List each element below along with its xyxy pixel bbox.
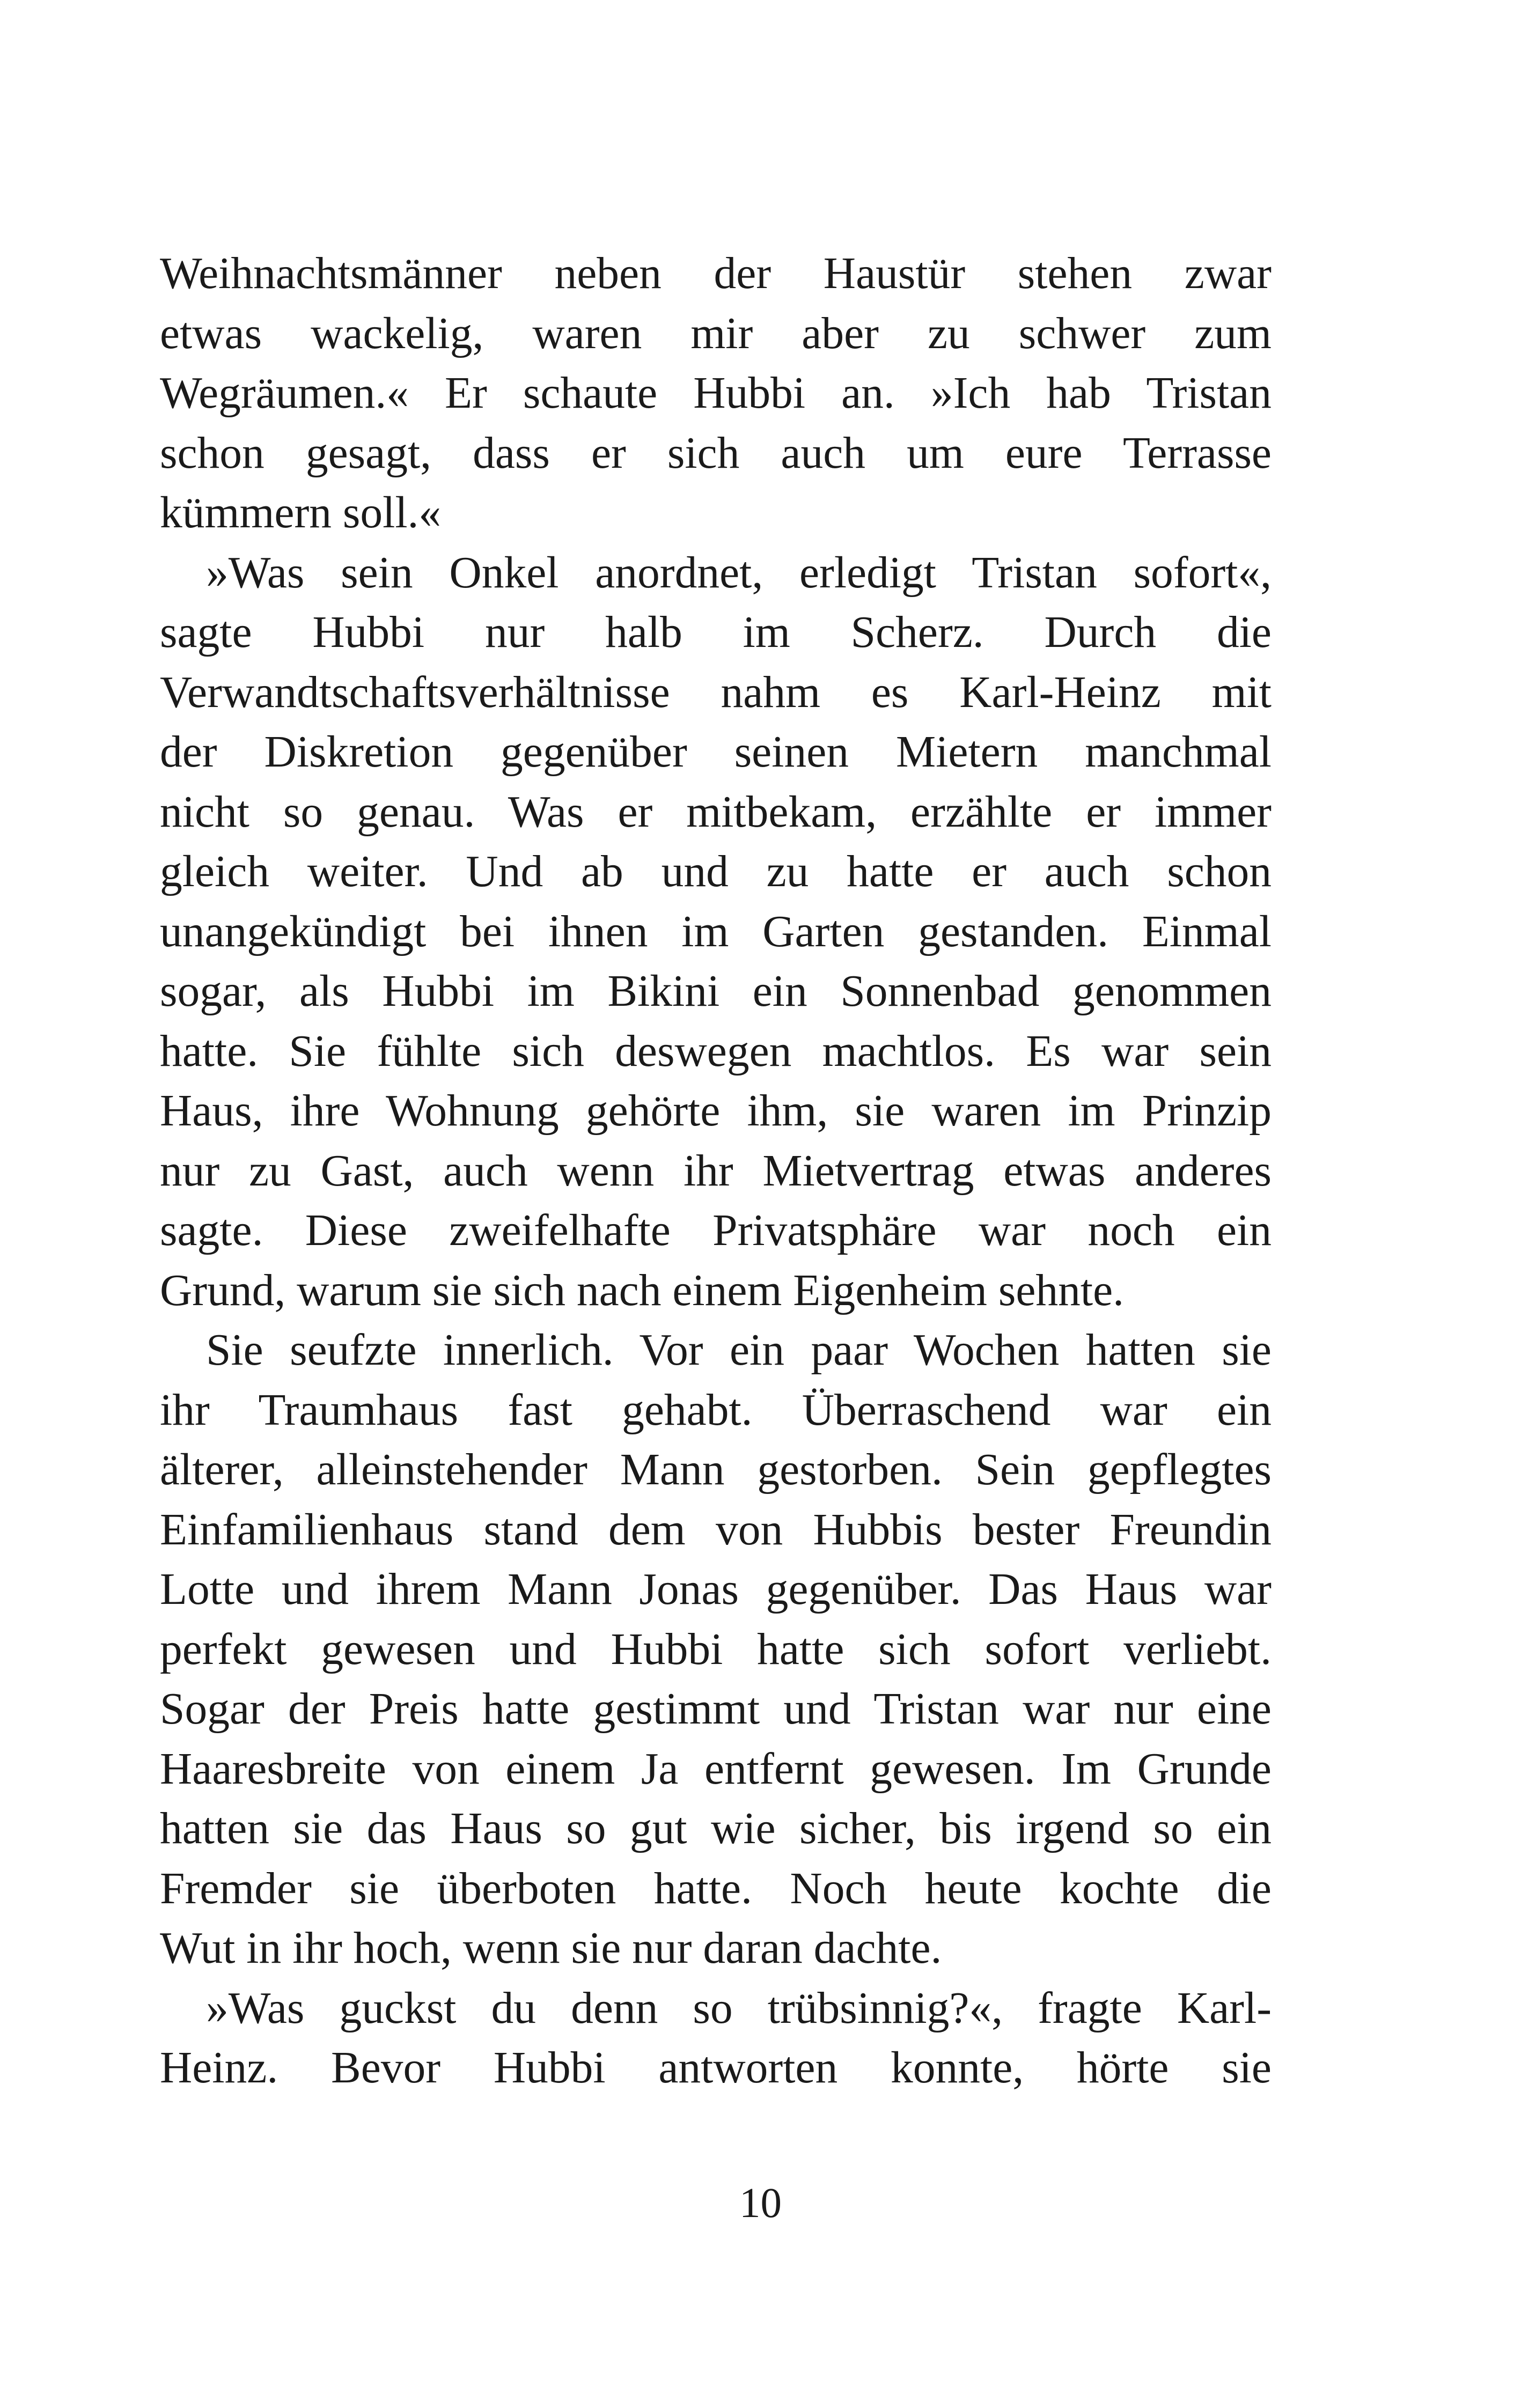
text-line: sogar, als Hubbi im Bikini ein Sonnenbad genommen bbox=[160, 967, 1272, 1016]
text-line: gleich weiter. Und ab und zu hatte er auch schon bbox=[160, 847, 1272, 896]
text-line: etwas wackelig, waren mir aber zu schwer zum bbox=[160, 308, 1272, 358]
text-line: Grund, warum sie sich nach einem Eigenheim sehnte. bbox=[160, 1265, 1125, 1315]
text-line: Heinz. Bevor Hubbi antworten konnte, hörte sie bbox=[160, 2043, 1272, 2093]
text-line: schon gesagt, dass er sich auch um eure Terrasse bbox=[160, 428, 1272, 478]
text-line: Lotte und ihrem Mann Jonas gegenüber. Das Haus war bbox=[160, 1565, 1272, 1614]
text-line: »Was sein Onkel anordnet, erledigt Tristan sofort«, bbox=[206, 548, 1272, 598]
text-line: Wegräumen.« Er schaute Hubbi an. »Ich hab Tristan bbox=[160, 369, 1272, 418]
text-line: Verwandtschaftsverhältnisse nahm es Karl-Heinz mit bbox=[160, 667, 1272, 717]
text-line: sagte Hubbi nur halb im Scherz. Durch die bbox=[160, 608, 1272, 657]
text-line: sagte. Diese zweifelhafte Privatsphäre war noch ein bbox=[160, 1206, 1272, 1255]
text-line: Wut in ihr hoch, wenn sie nur daran dachte. bbox=[160, 1924, 942, 1973]
body-text bbox=[160, 244, 1272, 2098]
text-line: älterer, alleinstehender Mann gestorben. Sein gepflegtes bbox=[160, 1445, 1272, 1494]
text-line: hatten sie das Haus so gut wie sicher, bis irgend so ein bbox=[160, 1804, 1272, 1853]
text-line: hatte. Sie fühlte sich deswegen machtlos. Es war sein bbox=[160, 1026, 1272, 1076]
text-line: »Was guckst du denn so trübsinnig?«, fragte Karl- bbox=[206, 1983, 1272, 2033]
text-line: unangekündigt bei ihnen im Garten gestanden. Einmal bbox=[160, 907, 1272, 956]
text-line: kümmern soll.« bbox=[160, 488, 442, 537]
text-line: Sie seufzte innerlich. Vor ein paar Wochen hatten sie bbox=[206, 1325, 1272, 1375]
text-line: Weihnachtsmänner neben der Haustür stehen zwar bbox=[160, 249, 1272, 298]
text-line: nicht so genau. Was er mitbekam, erzählte er immer bbox=[160, 787, 1272, 837]
text-line: Sogar der Preis hatte gestimmt und Tristan war nur eine bbox=[160, 1684, 1272, 1734]
page-number: 10 bbox=[739, 2180, 782, 2227]
text-line: Einfamilienhaus stand dem von Hubbis bester Freundin bbox=[160, 1505, 1272, 1555]
text-line: perfekt gewesen und Hubbi hatte sich sofort verliebt. bbox=[160, 1624, 1272, 1674]
text-line: Fremder sie überboten hatte. Noch heute kochte die bbox=[160, 1864, 1272, 1913]
text-line: Haaresbreite von einem Ja entfernt gewesen. Im Grunde bbox=[160, 1744, 1272, 1794]
text-line: der Diskretion gegenüber seinen Mietern manchmal bbox=[160, 727, 1272, 777]
text-line: Haus, ihre Wohnung gehörte ihm, sie waren im Prinzip bbox=[160, 1086, 1272, 1136]
text-line: nur zu Gast, auch wenn ihr Mietvertrag etwas anderes bbox=[160, 1146, 1272, 1196]
text-line: ihr Traumhaus fast gehabt. Überraschend war ein bbox=[160, 1385, 1272, 1435]
